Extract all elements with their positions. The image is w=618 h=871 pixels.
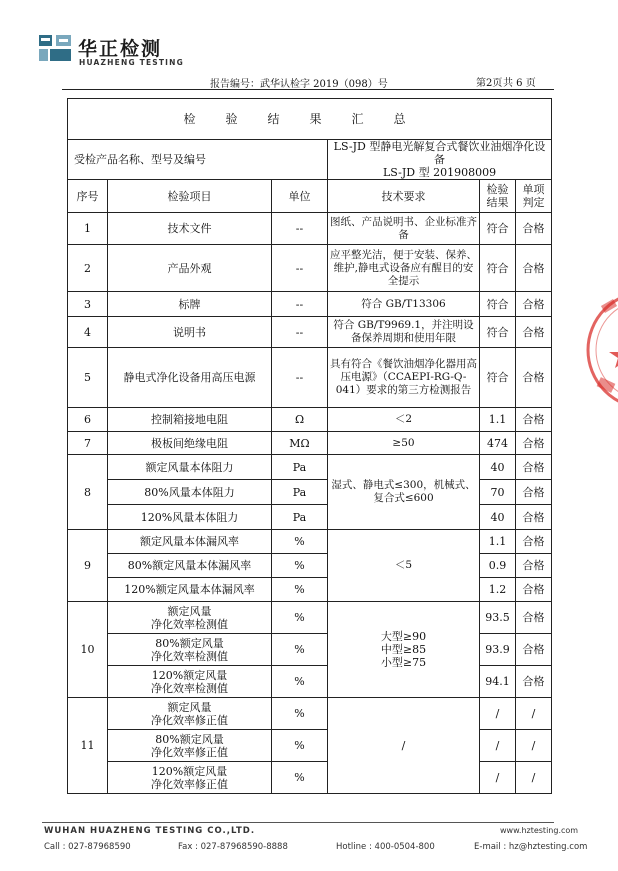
row-item-line1: 80%额定风量	[155, 732, 224, 746]
row-unit: --	[272, 292, 328, 317]
row-unit: --	[272, 317, 328, 348]
row-item-line1: 80%额定风量	[155, 636, 224, 650]
header-seq: 序号	[68, 180, 108, 213]
row-item	[108, 762, 272, 794]
table-row	[68, 762, 552, 794]
row-verdict: /	[516, 698, 552, 730]
footer-hotline: Hotline : 400-0504-800	[336, 842, 435, 852]
row-item: 120%风量本体阻力	[108, 505, 272, 530]
row-req: 符合 GB/T13306	[328, 292, 480, 317]
row-verdict: 合格	[516, 455, 552, 480]
row-result: 1.1	[480, 408, 516, 432]
row-result: 符合	[480, 245, 516, 292]
table-row	[68, 698, 552, 730]
row-item-line2: 净化效率修正值	[151, 745, 228, 759]
row-verdict: 合格	[516, 408, 552, 432]
row-result: 40	[480, 455, 516, 480]
footer-fax: Fax : 027-87968590-8888	[178, 842, 288, 852]
row-unit: --	[272, 213, 328, 245]
results-summary-table	[67, 98, 552, 794]
row-result: 符合	[480, 348, 516, 408]
row-item-line2: 净化效率修正值	[151, 713, 228, 727]
row-verdict: 合格	[516, 245, 552, 292]
row-result: 符合	[480, 292, 516, 317]
page-total: 共 6 页	[503, 78, 536, 89]
row-item-line1: 额定风量	[167, 604, 212, 618]
row-item: 额定风量本体阻力	[108, 455, 272, 480]
table-row	[68, 292, 552, 317]
row-unit: --	[272, 348, 328, 408]
row-verdict: /	[516, 762, 552, 794]
row-verdict: 合格	[516, 505, 552, 530]
header-req: 技术要求	[328, 180, 480, 213]
row-verdict: 合格	[516, 348, 552, 408]
row-result: 474	[480, 432, 516, 455]
table-row	[68, 666, 552, 698]
row-req: 湿式、静电式≤300，机械式、复合式≤600	[328, 455, 480, 530]
row-item: 标牌	[108, 292, 272, 317]
row-item-line1: 120%额定风量	[151, 764, 228, 778]
row-result: 40	[480, 505, 516, 530]
product-info	[328, 140, 552, 180]
row-verdict: 合格	[516, 317, 552, 348]
row-result: 1.1	[480, 530, 516, 554]
row-result: 94.1	[480, 666, 516, 698]
row-unit: Pa	[272, 505, 328, 530]
row-seq: 2	[68, 245, 108, 292]
table-row	[68, 505, 552, 530]
row-seq: 9	[68, 530, 108, 602]
row-verdict: 合格	[516, 292, 552, 317]
row-result: 符合	[480, 317, 516, 348]
row-item: 80%风量本体阻力	[108, 480, 272, 505]
row-item-line1: 120%额定风量	[151, 668, 228, 682]
row-result: 符合	[480, 213, 516, 245]
header-unit: 单位	[272, 180, 328, 213]
row-item-line1: 额定风量	[167, 700, 212, 714]
row-result: 0.9	[480, 554, 516, 578]
table-row	[68, 432, 552, 455]
row-unit: %	[272, 530, 328, 554]
product-model: LS-JD 型 201908009	[382, 166, 497, 179]
table-row	[68, 408, 552, 432]
footer-divider	[42, 822, 554, 823]
row-item	[108, 602, 272, 634]
table-row	[68, 634, 552, 666]
row-item: 120%额定风量本体漏风率	[108, 578, 272, 602]
footer-phone: Call : 027-87968590	[44, 842, 131, 852]
table-title: 检验结果汇总	[68, 99, 552, 140]
company-logo	[38, 33, 72, 63]
row-item	[108, 698, 272, 730]
row-unit: %	[272, 698, 328, 730]
row-req: /	[328, 698, 480, 794]
table-row	[68, 602, 552, 634]
req-large: 大型≥90	[380, 630, 427, 643]
header-divider	[62, 89, 554, 90]
product-label: 受检产品名称、型号及编号	[68, 140, 328, 180]
row-item: 额定风量本体漏风率	[108, 530, 272, 554]
row-unit: MΩ	[272, 432, 328, 455]
row-item: 说明书	[108, 317, 272, 348]
table-row	[68, 730, 552, 762]
header-item: 检验项目	[108, 180, 272, 213]
row-unit: %	[272, 578, 328, 602]
row-item: 80%额定风量本体漏风率	[108, 554, 272, 578]
row-seq: 5	[68, 348, 108, 408]
row-seq: 1	[68, 213, 108, 245]
row-verdict: 合格	[516, 602, 552, 634]
table-row	[68, 480, 552, 505]
row-seq: 11	[68, 698, 108, 794]
row-result: /	[480, 762, 516, 794]
req-small: 小型≥75	[380, 656, 427, 669]
row-item-line2: 净化效率检测值	[151, 649, 228, 663]
table-row	[68, 317, 552, 348]
brand-name-en: HUAZHENG TESTING	[79, 58, 185, 67]
row-unit: --	[272, 245, 328, 292]
row-result: /	[480, 730, 516, 762]
row-verdict: /	[516, 730, 552, 762]
row-item: 技术文件	[108, 213, 272, 245]
table-row	[68, 455, 552, 480]
row-item: 产品外观	[108, 245, 272, 292]
row-req: 应平整光洁，便于安装、保养、维护,静电式设备应有醒目的安全提示	[328, 245, 480, 292]
row-req	[328, 602, 480, 698]
row-item-line2: 净化效率检测值	[151, 681, 228, 695]
row-item	[108, 666, 272, 698]
row-req: 符合 GB/T9969.1，并注明设备保养周期和使用年限	[328, 317, 480, 348]
row-result: /	[480, 698, 516, 730]
header-verdict: 单项判定	[516, 180, 552, 213]
row-item	[108, 634, 272, 666]
row-item: 极板间绝缘电阻	[108, 432, 272, 455]
row-req: ＜5	[328, 530, 480, 602]
row-verdict: 合格	[516, 213, 552, 245]
brand-name-cn: 华正检测	[78, 38, 163, 60]
row-item-line2: 净化效率修正值	[151, 777, 228, 791]
table-row	[68, 245, 552, 292]
header-result: 检验结果	[480, 180, 516, 213]
row-verdict: 合格	[516, 530, 552, 554]
row-result: 70	[480, 480, 516, 505]
row-unit: %	[272, 602, 328, 634]
table-row	[68, 554, 552, 578]
row-unit: Pa	[272, 480, 328, 505]
req-medium: 中型≥85	[380, 643, 427, 656]
product-name: LS-JD 型静电光解复合式餐饮业油烟净化设备	[333, 140, 546, 166]
table-row	[68, 578, 552, 602]
row-seq: 10	[68, 602, 108, 698]
table-row	[68, 530, 552, 554]
row-result: 1.2	[480, 578, 516, 602]
table-row	[68, 348, 552, 408]
row-verdict: 合格	[516, 578, 552, 602]
row-seq: 6	[68, 408, 108, 432]
row-result: 93.5	[480, 602, 516, 634]
row-seq: 7	[68, 432, 108, 455]
footer-email: E-mail : hz@hztesting.com	[474, 842, 588, 852]
row-verdict: 合格	[516, 666, 552, 698]
row-unit: %	[272, 634, 328, 666]
seal-stamp	[584, 280, 618, 420]
row-verdict: 合格	[516, 554, 552, 578]
row-item	[108, 730, 272, 762]
row-req: 具有符合《餐饮油烟净化器用高压电源》（CCAEPI-RG-Q-041）要求的第三方检测报告	[328, 348, 480, 408]
footer-website: www.hztesting.com	[500, 826, 579, 835]
row-item-line2: 净化效率检测值	[151, 617, 228, 631]
row-verdict: 合格	[516, 480, 552, 505]
row-unit: Ω	[272, 408, 328, 432]
page-number: 第2页	[476, 78, 503, 89]
row-seq: 8	[68, 455, 108, 530]
row-verdict: 合格	[516, 432, 552, 455]
table-row	[68, 213, 552, 245]
row-result: 93.9	[480, 634, 516, 666]
row-unit: %	[272, 730, 328, 762]
row-unit: %	[272, 554, 328, 578]
row-item: 控制箱接地电阻	[108, 408, 272, 432]
row-item: 静电式净化设备用高压电源	[108, 348, 272, 408]
footer-company: WUHAN HUAZHENG TESTING CO.,LTD.	[44, 826, 256, 836]
row-seq: 3	[68, 292, 108, 317]
row-req: ＜2	[328, 408, 480, 432]
row-req: ≥50	[328, 432, 480, 455]
report-number: 报告编号：武华认检字 2019（098）号	[210, 79, 388, 90]
row-req: 图纸、产品说明书、企业标准齐备	[328, 213, 480, 245]
row-verdict: 合格	[516, 634, 552, 666]
row-unit: %	[272, 762, 328, 794]
row-unit: Pa	[272, 455, 328, 480]
row-seq: 4	[68, 317, 108, 348]
row-unit: %	[272, 666, 328, 698]
